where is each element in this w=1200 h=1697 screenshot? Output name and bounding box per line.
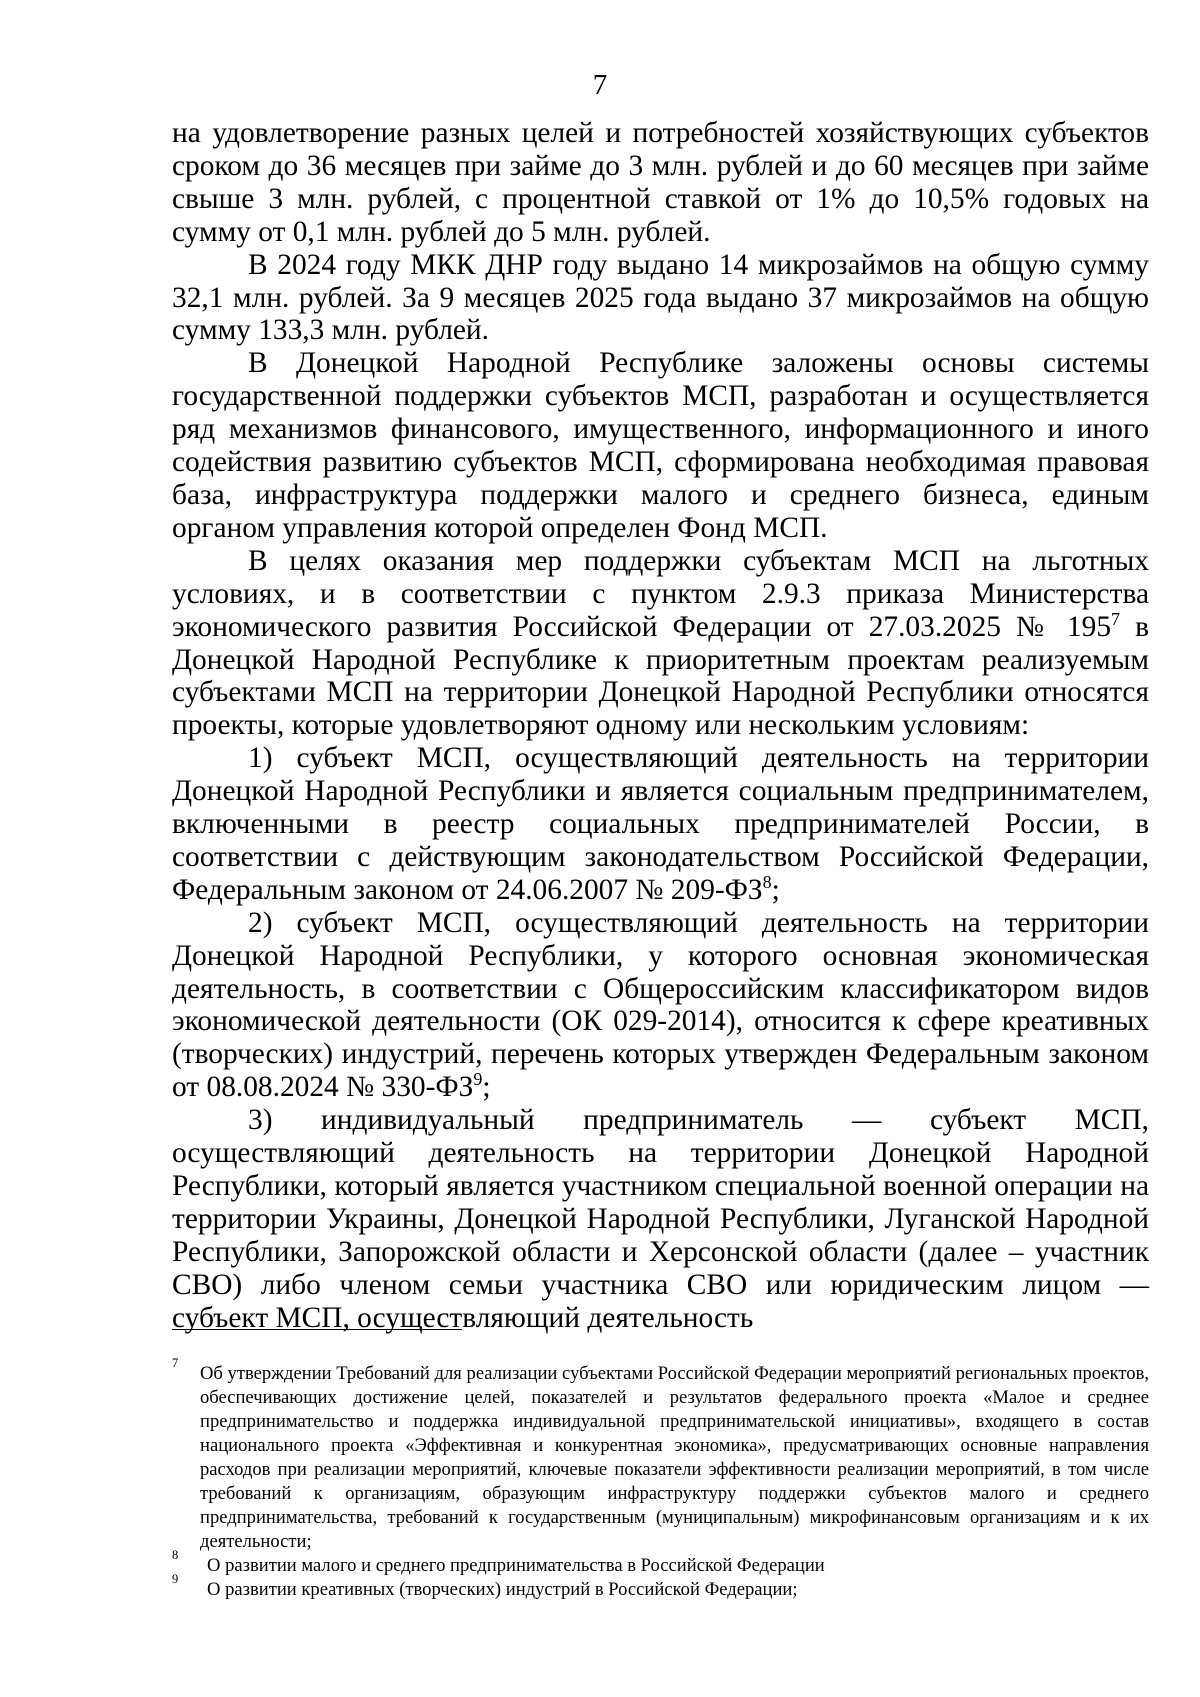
- footnote-number: 8: [172, 1548, 179, 1562]
- paragraph-text: 1) субъект МСП, осуществляющий деятельность на территории Донецкой Народной Республики и является социальным предпринимателем, включенными в реестр социальных предпринимателей России, в соответствии с действующим законодательством Российской Федерации, Федеральным законом от 24.06.2007 № 209-ФЗ: [172, 742, 1149, 906]
- paragraph: 3) индивидуальный предприниматель — субъект МСП, осуществляющий деятельность на территории Донецкой Народной Республики, который является участником специальной военной операции на территории Украины, Донецкой Народной Республики, Луганской Народной Республики, Запорожской области и Херсонской области (далее – участник СВО) либо членом семьи участника СВО или юридическим лицом — субъект МСП, осуществляющий деятельность: [172, 1104, 1149, 1334]
- body-text: [172, 117, 1149, 1335]
- footnote: [172, 1548, 1149, 1578]
- paragraph-text: 2) субъект МСП, осуществляющий деятельность на территории Донецкой Народной Республики, у которого основная экономическая деятельность, в соответствии с Общероссийским классификатором видов экономической деятельности (ОК 029-2014), относится к сфере креативных (творческих) индустрий, перечень которых утвержден Федеральным законом от 08.08.2024 № 330-ФЗ: [172, 906, 1149, 1104]
- paragraph: на удовлетворение разных целей и потребностей хозяйствующих субъектов сроком до 36 месяцев при займе до 3 млн. рублей и до 60 месяцев при займе свыше 3 млн. рублей, с процентной ставкой от 1% до 10,5% годовых на сумму от 0,1 млн. рублей до 5 млн. рублей.: [172, 117, 1149, 248]
- footnote: [172, 1356, 1149, 1554]
- paragraph: [172, 545, 1149, 742]
- paragraph: В Донецкой Народной Республике заложены основы системы государственной поддержки субъектов МСП, разработан и осуществляется ряд механизмов финансового, имущественного, информационного и иного содействия развитию субъектов МСП, сформирована необходимая правовая база, инфраструктура поддержки малого и среднего бизнеса, единым органом управления которой определен Фонд МСП.: [172, 347, 1149, 544]
- footnote-text: Об утверждении Требований для реализации субъектами Российской Федерации мероприятий региональных проектов, обеспечивающих достижение целей, показателей и результатов федерального проекта «Малое и среднее предпринимательство и поддержка индивидуальной предпринимательской инициативы», входящего в состав национального проекта «Эффективная и конкурентная экономика», предусматривающих основные направления расходов при реализации мероприятий, ключевые показатели эффективности реализации мероприятий, в том числе требований к организациям, образующим инфраструктуру поддержки субъектов малого и среднего предпринимательства, требований к государственным (муниципальным) микрофинансовым организациям и к их деятельности;: [200, 1363, 1149, 1552]
- footnote-separator: [172, 1329, 462, 1330]
- footnote: [172, 1572, 1149, 1602]
- footnote-number: 7: [172, 1356, 179, 1370]
- footnote-number: 9: [172, 1572, 179, 1586]
- footnote-ref: 7: [1111, 608, 1121, 629]
- paragraph: В 2024 году МКК ДНР году выдано 14 микрозаймов на общую сумму 32,1 млн. рублей. За 9 месяцев 2025 года выдано 37 микрозаймов на общую сумму 133,3 млн. рублей.: [172, 248, 1149, 347]
- paragraph-text: ;: [482, 1071, 491, 1104]
- page-number: 7: [592, 69, 608, 101]
- paragraph: [172, 907, 1149, 1104]
- paragraph-text: В целях оказания мер поддержки субъектам МСП на льготных условиях, и в соответствии с пунктом 2.9.3 приказа Министерства экономического развития Российской Федерации от 27.03.2025 № 195: [172, 544, 1149, 643]
- paragraph: [172, 742, 1149, 907]
- paragraph-text: в Донецкой Народной Республике к приоритетным проектам реализуемым субъектами МСП на территории Донецкой Народной Республики относятся проекты, которые удовлетворяют одному или нескольким условиям:: [172, 610, 1149, 742]
- footnote-text: О развитии малого и среднего предпринимательства в Российской Федерации: [207, 1555, 825, 1576]
- footnotes: [172, 1356, 1149, 1602]
- footnote-ref: 8: [762, 872, 772, 893]
- footnote-ref: 9: [473, 1069, 483, 1090]
- footnote-text: О развитии креативных (творческих) индустрий в Российской Федерации;: [207, 1579, 798, 1600]
- paragraph-text: ;: [771, 873, 780, 906]
